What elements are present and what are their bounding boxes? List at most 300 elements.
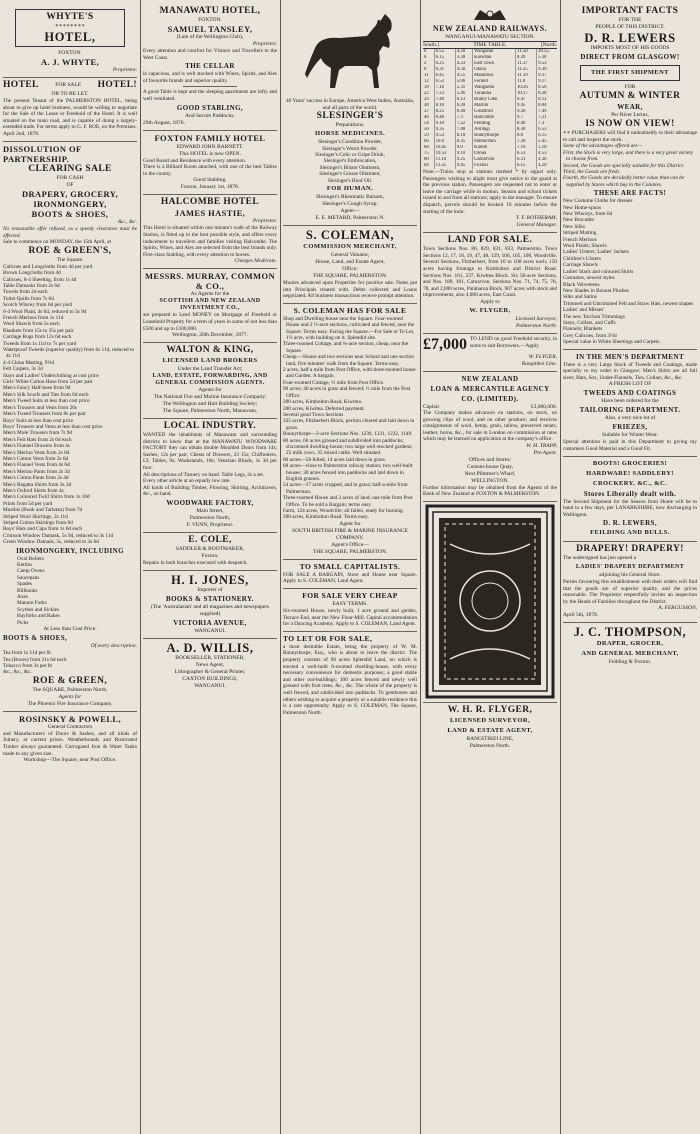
ad-date: Wellington, 20th December, 1877. [172,332,248,339]
ad-body: TO LEND on good Freehold security, in sums to suit Borrowers.—Apply [470,335,557,349]
mens-department-ad [563,350,697,457]
list-item: Men's Coloured Twill Shirts from 1s 10d [3,494,90,501]
table-cell: 11.37 [516,61,537,67]
ad-subtitle: EASY TERMS. [332,601,368,607]
ad-title: DRAPERY! DRAPERY! [576,544,684,555]
ad-line: Main Street, [196,508,224,515]
ad-heading: CLEARING SALE [28,163,112,174]
ad-line: The National Fire and Marine Insurance Company; [153,394,267,401]
list-item: Grey Calicoes, from 3½d [563,332,617,339]
list-item: Men's Tweed Trousers from 8s per pair [3,411,86,418]
table-cell: 46 [424,115,429,120]
list-item: Spades [17,581,33,588]
coleman-ad [283,226,417,304]
ad-ornament: ∗∗∗∗∗∗∗∗ [55,23,85,29]
list-item: Fourth, the Goods are decidedly better value than can be supplied by Stores which buy in the Colonies. [563,175,685,188]
table-cell: Palmerston [473,139,516,145]
column-5 [560,4,700,1130]
table-cell: 11.0 [516,79,537,85]
ad-subtitle: LICENSED LAND BROKERS [162,357,258,365]
table-cell: 4.53 [537,151,557,157]
ad-line: Have been ordered for the [601,398,659,405]
ad-place: CAXTON BUILDINGS, [182,675,238,682]
timetable-south: South.] [423,42,440,48]
list-item: Calicoes, 8-4 Sheeting, from 1s 4d [3,276,77,283]
table-cell: 8.0 [516,133,537,139]
ad-line: And Secure Paddocks. [185,112,235,119]
ad-line: Also, a very nice lot of [604,415,656,422]
timetable [423,49,557,169]
table-cell: 4.36 [537,157,557,163]
ad-heading: WOODWARE FACTORY, [166,499,254,508]
hotel-for-sale-ad [3,78,137,142]
ad-body: Monies advanced upon Properties for positive sale. Notes put into Principals treated with. Debts collected and Loans negotiated. All business transactions receive prompt attention. [283,280,417,300]
ad-line: BOOTS! GROCERIES! [592,459,668,467]
table-cell: 37 [424,109,429,114]
ad-line: OF [66,181,74,188]
list-item: Crimson Window Damask, 5s 9d, reduced to 3s 11d [3,532,114,539]
table-cell: 6.40 [455,109,472,115]
table-cell: 6.55 [434,49,455,55]
advantage-list [563,150,697,188]
list-item: Slesinger's Blister Ointment, [319,164,381,171]
drapery-ad [563,542,697,623]
ad-line: As Agents for the [190,291,230,298]
table-cell: 54 [424,121,429,126]
table-cell: 10.55 [537,49,557,55]
timetable-header [423,41,557,49]
list-item: Three-roomed Cottage, and ¾-acre section, cheap, near the Square. [283,341,409,354]
ad-line: The Wellington and Hutt Building Society; [162,401,258,408]
ad-place: Foxton. [201,553,219,560]
table-cell: 7.16 [434,85,455,91]
list-item: Men's Flannel Vests from 4s 6d [3,462,70,469]
list-item: Carriage Shawls [563,262,598,269]
item-list [283,139,417,184]
ad-subtitle: OR TO BE LET. [51,91,89,97]
ad-title: TO SMALL CAPITALISTS. [299,561,401,571]
ad-date: April 2nd, 1878. [3,130,40,137]
table-cell: 22 [424,91,429,96]
list-item: Striped Wool Skirtings, 2s 11d [3,513,68,520]
table-cell: 7.10 [516,145,537,151]
ad-line: News Agent, [195,661,225,668]
land-for-sale-ad [423,233,557,334]
list-item: Slesinger's Grease Ointment, [319,171,381,178]
table-cell: Aorangi [473,127,516,133]
list-item: Special value in White Sheetings and Carpets. [563,339,661,346]
table-cell: 9.45 [516,103,537,109]
list-item: Camp Ovens [17,568,45,575]
ad-sig: W. H. TRAPP, [526,442,557,449]
list-item: Green Window Damask, 5s, reduced to 3s 6d [3,539,99,546]
list-item: &c., &c., &c. [3,669,32,676]
ad-line: RANGITIKEI LINE, [466,736,514,743]
ad-owner: SAMUEL TANSLEY, [167,24,253,34]
column-4 [420,4,560,1130]
ad-body: Six-roomed House, newly built, 1 acre ground and garden, Terrace End, near the New Flour-Mill. Capital accommodation for a Dancing Academy. Apply to S. COLEMAN, Land Agent. [283,608,417,628]
ad-line: Good Stabling. [193,177,227,184]
table-cell: 9.0 [455,145,472,151]
list-item: Carriage Rugs from 12s 6d each [3,334,72,341]
ad-line: Next Plimmer's Wharf, [464,470,516,477]
list-item: Wool Plaids; Shawls [563,243,607,250]
table-cell: 6 [424,67,427,72]
table-cell: 6.45 [434,73,455,79]
list-item: Slesinger's Embrocation, [323,158,377,165]
list-item: Men's Silk Scarfs and Ties from 6d each [3,391,89,398]
ad-title: A. D. WILLIS, [166,640,254,655]
ad-body: All kinds of Building Timber, Flooring, Skirting, Architraves, &c., on hand. [143,484,277,498]
table-cell: 9.17 [537,79,557,85]
table-cell: Fordell [473,79,516,85]
table-cell: 8.30 [516,127,537,133]
ad-subtitle: DRAPER, GROCER, [596,640,664,648]
list-item: Men's Flannel Drawers from 4s [3,443,70,450]
list-item: Tweeds from 1s 11d to 7s per yard [3,340,77,347]
table-cell: 10.17 [516,91,537,97]
ad-place: THE SQUARE, PALMERSTON. [312,548,388,555]
list-item: 2 acres, half a mile from Post Office, with three-roomed house and Garden. A bargain. [283,367,416,380]
list-item: Toilet Quilts from 7s 6d [3,295,54,302]
ad-body: Repairs in both branches executed with despatch. [143,560,248,567]
table-cell: 8.35 [455,139,472,145]
ad-line: Apply to [480,298,500,305]
ad-line: PEOPLE OF THIS DISTRICT. [595,24,665,30]
ad-body: There is a Billiard Room attached, with one of the best Tables in the county. [143,164,277,177]
list-item: Ladies' Ulsters; Ladies' Jackets [563,249,629,256]
local-industry-ad [143,419,277,533]
table-cell: 11.25 [434,163,455,169]
table-cell: 0 [424,49,427,54]
boots-groceries-ad [563,457,697,543]
list-item: 325 acres, Fitzherbert Block, portion cleared and laid down in grass. [283,418,415,431]
table-cell: 8.12 [537,97,557,103]
slesinger-ad [283,4,417,226]
table-cell: East Town [473,61,516,67]
list-item: Towels from 2d each [3,289,48,296]
table-cell: 6.53 [537,127,557,133]
ad-place: The SQUARE, Palmerston North. [32,686,108,693]
ad-title: E. COLE, [188,535,232,546]
list-item: Girls' White Cotton Hose from 5d per pair [3,379,93,386]
list-item: Scythes and Sickles [17,606,60,613]
ad-heading: IS NOW ON VIEW! [585,119,675,129]
list-item: Men's Fancy Half-hose from 9d [3,385,71,392]
ad-line: 40 Years' success in Europe, America West Indies, Australia, and all parts of the world. [285,98,415,111]
ad-title: SLESINGER'S [316,111,384,122]
table-cell: 8.28 [537,91,557,97]
ad-role: Licensed Surveyor, [515,315,557,322]
ad-line: WANGANUI. [194,627,226,634]
ad-body: This Hotel is situated within one minute's walk of the Railway Station, is fitted up in the best possible style, and offers every inducement to travellers and families visiting Halcombe. The Spirits, Wines, and Ales are selected from the best brands only. First-class Stabling, with every attention to horses. [143,225,277,258]
table-cell: Bunnythorpe [473,133,516,139]
divider [183,86,237,87]
ad-title: HALCOMBE HOTEL [160,197,260,208]
item-list [3,650,137,676]
ad-place: Rangitikei Line. [521,360,557,367]
table-cell: Halcombe [473,115,516,121]
table-cell: Oroua [473,151,516,157]
list-item: Billhooks [17,587,38,594]
ad-heading: BOOTS & SHOES, [3,634,68,643]
ad-body: Parties favouring this establishment with their orders will find that the goods are of superior quality, and the prices reasonable. The Proprietor respectfully invites an inspection by the Heads of Families throughout the District. [563,578,697,605]
ad-body: Special attention is paid in this Department to giving my customers Good Material and a Good Fit. [563,439,697,452]
ad-title: LAND FOR SALE. [447,235,533,246]
horse-illustration [295,8,405,96]
ad-note: No reasonable offer refused, as a speedy clearance must be effected. [3,225,137,239]
list-item: Men's Tweed Suits at less than cost price [3,398,90,405]
walton-king-ad [143,343,277,419]
list-item: Ladies' black and coloured Skirts [563,268,634,275]
ad-owner: A. J. WHYTE, [40,57,100,67]
list-item: Stays, Collars, and Cuffs [563,319,616,326]
list-item: Shop and Dwelling-house near the Square. Four-roomed House and 2 ½-acre sections, cultivated and fenced, near the Square. Terms easy. Facing the Square.—For Sale or To Let, 1½ acre, with building on it. Splendid site. [283,315,415,342]
table-cell: Feilding [473,121,516,127]
ad-body: a most desirable Estate, being the property of W. M. Bunnythorpe, Esq., who is about to leave the district. The property consists of 96 acres Splendid Land, on which is erected a well-built 6-roomed dwelling-house, with every necessary convenience for domestic purposes; a good stable and other out-buildings; 100 acres fenced and newly well grassed with fruit trees, &c., &c. The whole of the property is well fenced, and subdivided into paddocks. To gentlemen and others wishing to acquire a property or a suitable residence this is a rare opportunity. Apply to S. COLEMAN, The Square, Palmerston North. [283,643,417,716]
ad-line: CROCKERY, &C., &C. [592,479,668,487]
ad-note: Sale to commence on MONDAY, the 15th April, at [3,239,111,246]
ad-title: NEW ZEALAND RAILWAYS. [432,24,548,33]
ad-line: Lithographer & General Printer, [174,668,246,675]
ad-place: FEILDING AND BULLS. [590,529,670,537]
item-list [283,316,417,521]
table-cell: 7.30 [516,139,537,145]
table-cell: 8.56 [537,85,557,91]
ad-line: HARDWARE! SADDLERY! [586,469,674,477]
list-item: Men's Cotton Vests from 2s 6d [3,455,69,462]
ad-title: WHYTE'S [46,12,94,22]
dissolution-ad [3,142,137,712]
ad-line: THE FIRST SHIPMENT [591,69,669,76]
ad-line: (Late of the Wellington Club), [176,34,244,40]
table-cell: 9.10 [455,151,472,157]
ad-line: Agents for [198,387,222,394]
list-item: Stays and Ladies' Underclothing at cost price [3,372,99,379]
ornamental-ad [423,502,557,703]
list-item: Scotch Wincey from 6d per yard [3,302,72,309]
table-cell: 4.20 [455,49,472,55]
table-cell: 8.20 [516,55,537,61]
ad-firm: ROE & GREEN, [32,675,108,686]
ad-line: Agent's Office— [331,541,369,548]
ad-owner: F. VENN, Proprietor. [186,522,234,529]
ad-line: FOR [624,84,636,90]
ad-line: Some of the advantages offered are— [563,143,643,150]
ad-line: LADIES' DRAPERY DEPARTMENT [575,563,685,570]
list-item: Waterproof Tweeds (superior quality) from 6s 11d, reduced to 4s 11d [3,347,135,360]
ad-subtitle: SADDLER & BOOTMAKER, [175,546,245,553]
shipment-box [580,65,680,81]
ad-body: The Second Shipment for the Season from Home will be to hand in a few days, per LANARKSHIRE, now discharging in Wellington. [563,498,697,518]
table-cell: 66 [424,139,429,144]
ad-body: Town Sections Nos. 86, 829, 831, 833, Palmerston. Town Sections 12, 17, 18, 19, 47, 48, 129, 106, 105, 108, Woodville. Several Sections, Fitzherbert, from 10 to 100 acres each; 150 acres having frontage to Kimbolton and District Road. Sections Nos. 161, 237, Kiwitea Block. Six 50-acre Sections, and Nos. 180, 181, Carnarvon. Sections Nos. 71, 74, 75, 76, 78, and 2,000 acres, Paraharua Block. 907 acres with stock and improvements, also 4,000 acres, East Coast. [423,246,557,299]
capital-value: £3,000,000. [530,403,557,410]
table-cell: 11.50 [516,49,537,55]
list-item: Striped Cotton Skirtings from 6d [3,520,73,526]
list-item: Costumes, newest styles [563,275,615,282]
crest-icon [470,6,510,24]
ad-title: J. C. THOMPSON, [573,625,687,640]
table-cell: 8.04 [537,103,557,109]
table-cell: 84 [424,163,429,168]
ad-line: Agent for [339,520,361,527]
ad-title: FOXTON FAMILY HOTEL [154,132,266,143]
table-cell: 7.21 [537,115,557,121]
ad-body: are prepared to Lend MONEY on Mortgage of Freehold or Leasehold Property for a term of years in sums of not less than £500 and up to £100,000. [143,312,277,332]
list-item: Flannels; Blankets [563,326,603,333]
table-cell: 8.46 [516,121,537,127]
ad-heading: AUTUMN & WINTER [579,91,681,101]
table-cell: 7.22 [455,121,472,127]
column-3 [280,4,420,1130]
list-item: First, the Stock is very large, and there is a very great variety to choose from. [563,149,694,163]
list-item: New Winceys, from 6d [563,211,613,218]
ad-body: Every attention and comfort for Visitors and Travellers to the West Coast. [143,48,277,61]
table-cell: 11.10 [434,157,455,163]
ad-line: This HOTEL is now OPEN. [179,150,241,157]
list-item: New Silks [563,223,585,230]
ad-line: FRIEZES, [612,423,648,432]
ad-sig: W. FLYGER, [528,353,557,360]
list-item: Calicoes and Longcloths from 4d per yard [3,263,93,270]
list-item: Children's Ulsters [563,255,601,262]
list-item: The new Torchon Trimmings [563,313,625,320]
list-item: Kettles [17,562,33,569]
ad-role: Pro Agent. [533,449,557,456]
ad-subtitle: HOTEL, [44,30,96,44]
ad-subtitle: General Contractors [47,723,93,730]
table-cell: 6.28 [455,103,472,109]
table-cell: 7.23 [434,91,455,97]
ad-line: Per River Lerins, [611,112,649,118]
table-cell: 56 [424,127,429,132]
ad-body: All descriptions of Turnery on hand. Table Legs, 2s a set. [143,471,265,478]
ad-line: Stores Liberally dealt with. [583,489,677,498]
ad-sig: A. FERGUSSON, [658,605,697,612]
ad-line: Agent— [340,208,360,215]
list-item: Muslins (Book and Tarlatan) from 7d [3,507,83,514]
list-item: 6-4 Wool Plaid, 4s 6d, reduced to 3s 9d [3,308,87,315]
ad-owner: EDWARD JOHN BARNETT. [176,143,244,150]
ad-firm: ROE & GREEN'S, [28,245,112,256]
ad-line: LAND, ESTATE, FORWARDING, AND GENERAL COMMISSION AGENTS. [152,373,268,387]
ad-line: TAILORING DEPARTMENT. [579,406,681,415]
ad-place: WELLINGTON. [471,477,509,484]
murray-common-ad [143,269,277,343]
ad-line: Slesinger's Rheumatic Balsam, [315,194,385,201]
list-item: Slesinger's Condition Powder, [318,139,382,146]
list-item: Prints from 5d per yard [3,500,53,507]
table-cell: 12 [424,79,429,84]
table-cell: 7.48 [455,127,472,133]
ad-body: There is a very Large Stock of Tweeds and Coatings, made specially to my order in Glasgow; Men's Shirts are all full sizes; Hats, Sox, Under-Flannels, Ties, Collars, &c., &c. [563,361,697,381]
ad-title-mid: FOR SALE [55,82,82,88]
ad-line: IMPORTS MOST OF HIS GOODS [590,45,670,51]
list-item: Men's Mole Trousers from 7s 9d [3,430,73,437]
table-cell: Greatford [473,109,516,115]
list-item: Brown Longcloths from 4d [3,270,61,277]
list-item: Saucepans [17,574,40,581]
ad-line: House, Land, and Estate Agent, [315,259,385,266]
table-cell: Kaiwhau [473,55,516,61]
list-item: Men's Trousers and Vests from 20s [3,404,77,411]
foxton-hotel-ad [143,131,277,196]
table-cell: 6.15 [516,163,537,169]
ad-heading: FOR HUMAN. [326,185,374,193]
table-cell: 7.3 [455,115,472,121]
ad-heading: GOOD STABLING, [176,103,244,112]
list-item: 4-4 China Matting, 9½d [3,359,55,366]
list-item: 80 acres, 60 acres grassed and subdivided into paddocks; sixroomed dwelling-house; two large well-stocked gardens; 25 milk cows, 35 mixed cattle. Well situated. [283,437,413,457]
table-cell: 9.47 [516,97,537,103]
ad-title: DISSOLUTION OF PARTNERSHIP. [3,143,82,164]
ad-line: Custom-house Quay, [466,463,514,470]
table-cell: 7.48 [434,97,455,103]
small-capitalists-ad [283,560,417,589]
ad-place: Palmerston North. [516,322,557,329]
cole-ad [143,533,277,571]
ad-place: FOXTON. [58,50,82,56]
table-cell: 9.39 [537,67,557,73]
ad-line: Of every description. [90,643,137,650]
jones-ad [143,571,277,639]
list-item: Men's Cotton Pants from 2s 4d [3,475,69,482]
ad-heading: HORSE MEDICINES. [315,130,385,138]
table-cell: 38 [424,103,429,108]
table-cell: 9.45 [455,163,472,169]
ad-title: S. COLEMAN HAS FOR SALE [293,305,407,315]
item-list [563,198,697,345]
for-sale-cheap-ad [283,589,417,632]
ad-date: Foxton, January 1st, 1878. [180,184,240,191]
ad-title-right: HOTEL! [97,80,137,90]
list-item: Third, the Goods are fresh. [563,169,621,175]
list-item: Men's Oxford Shirts from 4s [3,487,64,494]
ad-heading: IRONMONGERY, INCLUDING [16,546,124,555]
table-cell: 6.13 [455,97,472,103]
ad-sig: T. F. ROTHERAM, [515,215,557,222]
table-cell: Matarawa [473,73,516,79]
ad-line: WEAR, [617,103,643,111]
list-item: Several good Town Sections [283,411,344,418]
table-cell: 10.45 [434,145,455,151]
ad-line: BOOKS & STATIONERY. [166,594,254,603]
table-cell: 80 [424,157,429,162]
table-cell: 6 [424,55,427,60]
list-item: Slesinger's Worm Powder, [322,145,378,152]
table-cell: Marton [473,103,516,109]
ad-sig: W. FLYGER, [469,306,511,314]
table-cell: 10.0 [434,139,455,145]
list-item: Boys' Trousers and Vests at less than cost price [3,423,103,430]
table-cell: 4.33 [455,61,472,67]
list-item: Table Damasks from 2s 6d [3,282,60,289]
ad-line: E. E. METARD, Palmerston N. [315,215,385,222]
table-cell: 9.30 [516,109,537,115]
ad-line: Office: [342,266,358,273]
table-cell: 8.10 [455,133,472,139]
ad-line: IRONMONGERY, [33,198,107,209]
ad-place: Palmerston North. [469,743,511,750]
list-item: Bunnythorpe—2-acre Sections Nos. 1230, 1231, 1232, 1149. [283,431,413,438]
list-item: Men's Felt Hats from 2s 6d each [3,436,72,443]
ad-owner: JAMES HASTIE, [174,208,246,219]
ad-line: WANGANUI. [194,682,226,689]
list-item: Slesinger's Colic or Gripe Drink, [315,152,385,158]
to-let-ad [283,632,417,720]
ornamental-panel [425,504,555,699]
